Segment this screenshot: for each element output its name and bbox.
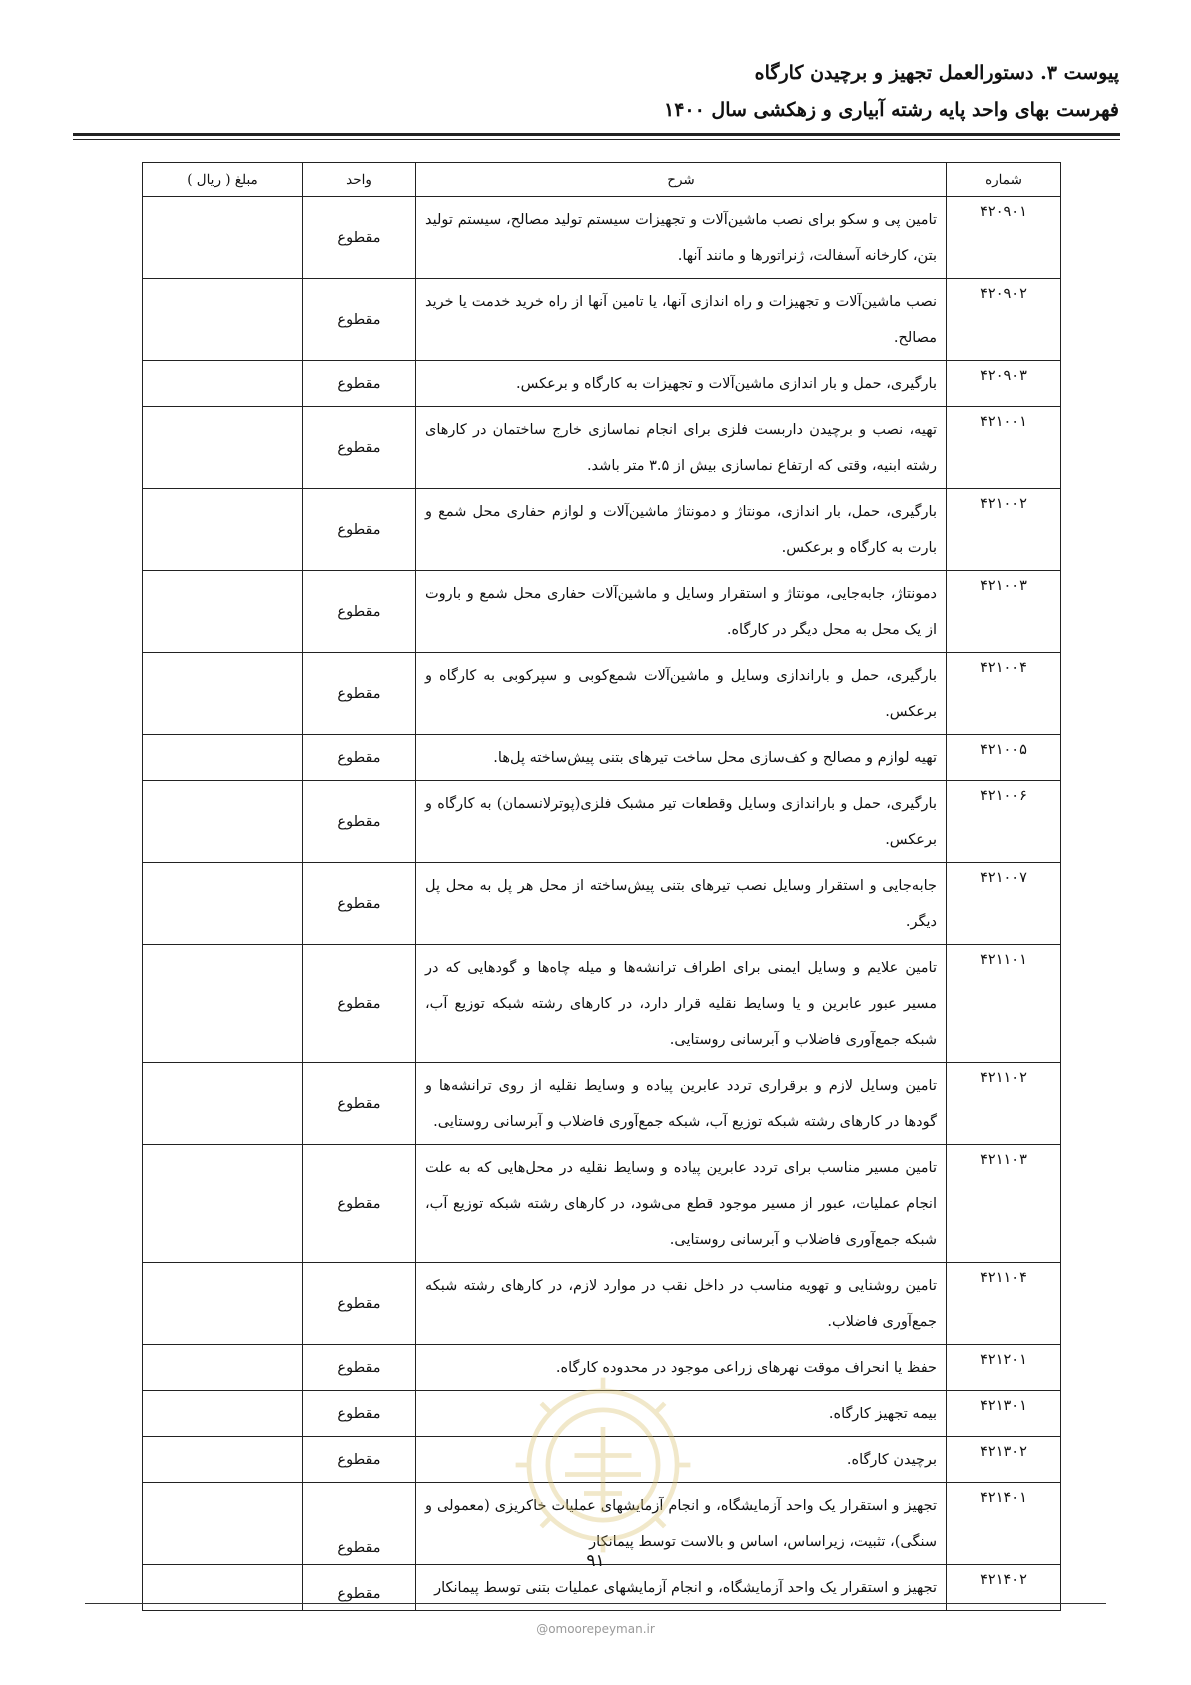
table-row (143, 1145, 1061, 1263)
item-amount (143, 1437, 303, 1483)
item-number: ۴۲۱۱۰۲ (947, 1063, 1061, 1145)
item-amount (143, 1263, 303, 1345)
item-description: برچیدن کارگاه. (416, 1437, 947, 1483)
item-unit: مقطوع (303, 1437, 416, 1483)
item-number: ۴۲۰۹۰۲ (947, 279, 1061, 361)
item-amount (143, 863, 303, 945)
item-number: ۴۲۱۳۰۲ (947, 1437, 1061, 1483)
item-description: بارگیری، حمل، بار اندازی، مونتاژ و دمونتاژ ماشین‌آلات و لوازم حفاری محل شمع و بارت به کارگاه و برعکس. (416, 489, 947, 571)
column-header-description: شرح (416, 163, 947, 197)
item-unit: مقطوع (303, 361, 416, 407)
item-amount (143, 489, 303, 571)
item-amount (143, 1345, 303, 1391)
item-number: ۴۲۱۰۰۴ (947, 653, 1061, 735)
item-amount (143, 1145, 303, 1263)
item-amount (143, 945, 303, 1063)
footer-rule (85, 1603, 1106, 1604)
item-amount (143, 1063, 303, 1145)
item-number: ۴۲۱۴۰۱ (947, 1483, 1061, 1565)
watermark-seal-icon (508, 1370, 698, 1560)
item-unit: مقطوع (303, 1483, 416, 1565)
item-amount (143, 1391, 303, 1437)
table-row (143, 735, 1061, 781)
item-number: ۴۲۰۹۰۳ (947, 361, 1061, 407)
item-description: تجهیز و استقرار یک واحد آزمایشگاه، و انجام آزمایشهای عملیات بتنی توسط پیمانکار (416, 1565, 947, 1611)
item-unit: مقطوع (303, 1263, 416, 1345)
item-unit: مقطوع (303, 1391, 416, 1437)
header-title: پیوست ۳. دستورالعمل تجهیز و برچیدن کارگاه (754, 62, 1119, 84)
table-row (143, 197, 1061, 279)
item-number: ۴۲۱۰۰۶ (947, 781, 1061, 863)
column-header-number: شماره (947, 163, 1061, 197)
item-description: تامین روشنایی و تهویه مناسب در داخل نقب در موارد لازم، در کارهای رشته شبکه جمع‌آوری فاضلاب. (416, 1263, 947, 1345)
table-row (143, 361, 1061, 407)
item-amount (143, 361, 303, 407)
table-row (143, 945, 1061, 1063)
item-unit: مقطوع (303, 571, 416, 653)
table-row (143, 863, 1061, 945)
item-description: تامین علایم و وسایل ایمنی برای اطراف ترانشه‌ها و میله چاه‌ها و گودهایی که در مسیر عبور عابرین و یا وسایط نقلیه قرار دارد، در کارهای رشته شبکه توزیع آب، شبکه جمع‌آوری فاضلاب و آبرسانی روستایی. (416, 945, 947, 1063)
item-description: تهیه، نصب و برچیدن داربست فلزی برای انجام نماسازی خارج ساختمان در کارهای رشته ابنیه، وقتی که ارتفاع نماسازی بیش از ۳.۵ متر باشد. (416, 407, 947, 489)
item-number: ۴۲۱۰۰۵ (947, 735, 1061, 781)
item-unit: مقطوع (303, 1063, 416, 1145)
item-unit: مقطوع (303, 1345, 416, 1391)
item-amount (143, 735, 303, 781)
item-number: ۴۲۱۲۰۱ (947, 1345, 1061, 1391)
column-header-amount: مبلغ ( ریال ) (143, 163, 303, 197)
item-unit: مقطوع (303, 945, 416, 1063)
item-unit: مقطوع (303, 653, 416, 735)
item-description: تامین وسایل لازم و برقراری تردد عابرین پیاده و وسایط نقلیه از روی ترانشه‌ها و گودها در کارهای رشته شبکه توزیع آب، شبکه جمع‌آوری فاضلاب و آبرسانی روستایی. (416, 1063, 947, 1145)
item-number: ۴۲۰۹۰۱ (947, 197, 1061, 279)
item-description: تجهیز و استقرار یک واحد آزمایشگاه، و انجام آزمایشهای عملیات خاکریزی (معمولی و سنگی)، تثبیت، زیراساس، اساس و بالاست توسط پیمانکار (416, 1483, 947, 1565)
item-number: ۴۲۱۰۰۱ (947, 407, 1061, 489)
item-description: جابه‌جایی و استقرار وسایل نصب تیرهای بتنی پیش‌ساخته از محل هر پل به محل پل دیگر. (416, 863, 947, 945)
table-row (143, 781, 1061, 863)
item-number: ۴۲۱۱۰۴ (947, 1263, 1061, 1345)
item-unit: مقطوع (303, 407, 416, 489)
item-unit: مقطوع (303, 1145, 416, 1263)
table-row (143, 1063, 1061, 1145)
item-number: ۴۲۱۰۰۲ (947, 489, 1061, 571)
column-header-unit: واحد (303, 163, 416, 197)
header-rule-thick (73, 133, 1120, 136)
item-description: دمونتاژ، جابه‌جایی، مونتاژ و استقرار وسایل و ماشین‌آلات حفاری محل شمع و باروت از یک محل به محل دیگر در کارگاه. (416, 571, 947, 653)
item-description: بارگیری، حمل و باراندازی وسایل و ماشین‌آلات شمع‌کوبی و سپرکوبی به کارگاه و برعکس. (416, 653, 947, 735)
table-row (143, 1263, 1061, 1345)
header-rule-thin (73, 139, 1120, 140)
table-row (143, 407, 1061, 489)
item-amount (143, 407, 303, 489)
item-number: ۴۲۱۱۰۱ (947, 945, 1061, 1063)
item-number: ۴۲۱۳۰۱ (947, 1391, 1061, 1437)
item-amount (143, 571, 303, 653)
item-amount (143, 653, 303, 735)
item-description: تهیه لوازم و مصالح و کف‌سازی محل ساخت تیرهای بتنی پیش‌ساخته پل‌ها. (416, 735, 947, 781)
item-unit: مقطوع (303, 735, 416, 781)
item-number: ۴۲۱۱۰۳ (947, 1145, 1061, 1263)
item-description: بیمه تجهیز کارگاه. (416, 1391, 947, 1437)
table-row (143, 489, 1061, 571)
item-number: ۴۲۱۰۰۷ (947, 863, 1061, 945)
item-unit: مقطوع (303, 1565, 416, 1611)
website-watermark: @omoorepeyman.ir (536, 1622, 655, 1636)
item-description: حفظ یا انحراف موقت نهرهای زراعی موجود در محدوده کارگاه. (416, 1345, 947, 1391)
item-unit: مقطوع (303, 279, 416, 361)
item-number: ۴۲۱۰۰۳ (947, 571, 1061, 653)
table-row (143, 571, 1061, 653)
item-number: ۴۲۱۴۰۲ (947, 1565, 1061, 1611)
item-amount (143, 781, 303, 863)
item-unit: مقطوع (303, 863, 416, 945)
table-header-row (143, 163, 1061, 197)
page-number: ۹۱ (586, 1551, 605, 1571)
item-amount (143, 279, 303, 361)
item-description: تامین پی و سکو برای نصب ماشین‌آلات و تجهیزات سیستم تولید مصالح، سیستم تولید بتن، کارخانه آسفالت، ژنراتورها و مانند آنها. (416, 197, 947, 279)
item-amount (143, 197, 303, 279)
item-description: بارگیری، حمل و باراندازی وسایل وقطعات تیر مشبک فلزی(پوترلانسمان) به کارگاه و برعکس. (416, 781, 947, 863)
item-unit: مقطوع (303, 781, 416, 863)
table-row (143, 279, 1061, 361)
item-unit: مقطوع (303, 489, 416, 571)
item-description: نصب ماشین‌آلات و تجهیزات و راه اندازی آنها، یا تامین آنها از راه خرید خدمت یا خرید مصالح. (416, 279, 947, 361)
item-unit: مقطوع (303, 197, 416, 279)
header-subtitle: فهرست بهای واحد پایه رشته آبیاری و زهکشی سال ۱۴۰۰ (663, 99, 1119, 121)
item-description: تامین مسیر مناسب برای تردد عابرین پیاده و وسایط نقلیه در محل‌هایی که به علت انجام عملیات، عبور از مسیر موجود قطع می‌شود، در کارهای رشته شبکه توزیع آب، شبکه جمع‌آوری فاضلاب و آبرسانی روستایی. (416, 1145, 947, 1263)
table-row (143, 653, 1061, 735)
item-description: بارگیری، حمل و بار اندازی ماشین‌آلات و تجهیزات به کارگاه و برعکس. (416, 361, 947, 407)
